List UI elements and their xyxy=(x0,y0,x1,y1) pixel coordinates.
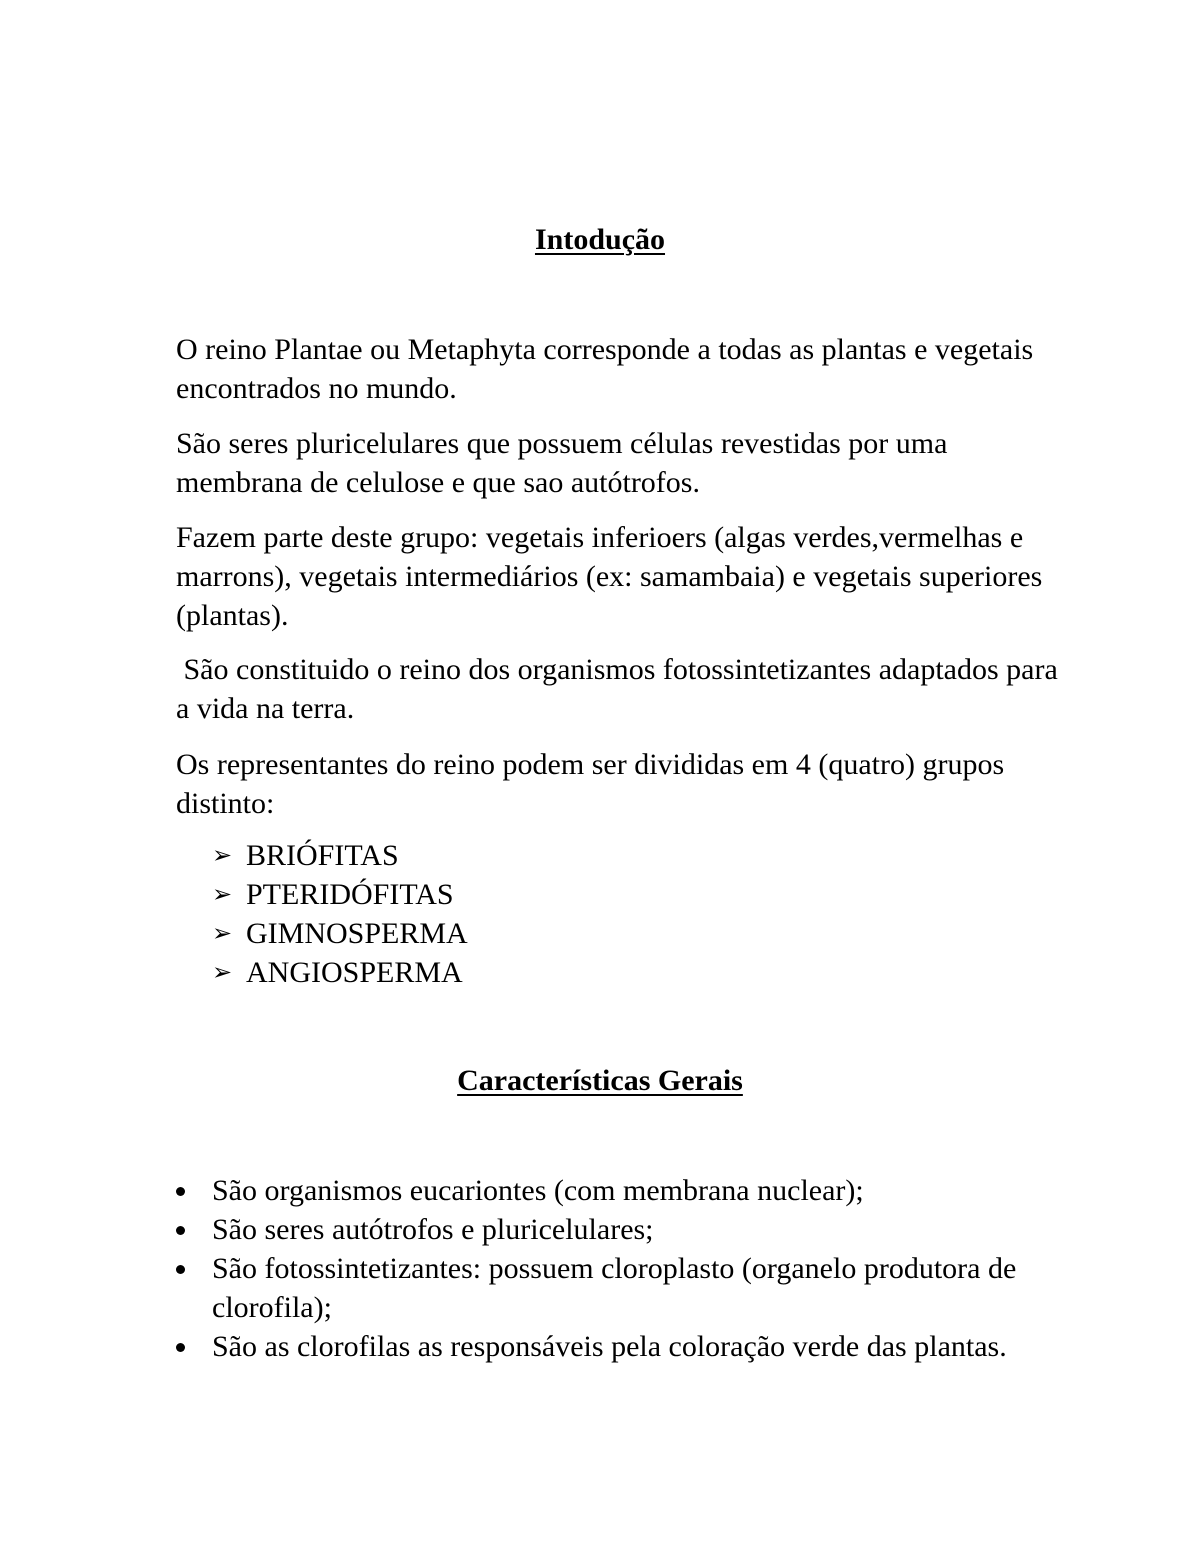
features-list xyxy=(176,1171,1076,1366)
list-item xyxy=(176,1210,1076,1249)
arrow-bullet-icon: ➢ xyxy=(212,958,233,986)
list-item xyxy=(176,1249,1076,1327)
paragraph-seres-pluricelulares: São seres pluricelulares que possuem células revestidas por uma membrana de celulose e que sao autótrofos. xyxy=(176,427,948,499)
paragraph-representantes: Os representantes do reino podem ser divididas em 4 (quatro) grupos distinto: xyxy=(176,748,1005,820)
heading-introducao: Intodução xyxy=(534,223,666,256)
group-label: ANGIOSPERMA xyxy=(246,956,463,989)
paragraph-fotossintetizantes: São constituido o reino dos organismos fotossintetizantes adaptados para a vida na terra. xyxy=(176,653,1066,725)
group-label: PTERIDÓFITAS xyxy=(246,878,454,911)
list-item xyxy=(212,875,468,914)
list-item xyxy=(212,953,468,992)
paragraph-grupo-vegetais: Fazem parte deste grupo: vegetais inferioers (algas verdes,vermelhas e marrons), vegetais intermediários (ex: samambaia) e vegetais superiores (plantas). xyxy=(176,521,1043,632)
feature-text: São fotossintetizantes: possuem cloroplasto (organelo produtora de clorofila); xyxy=(212,1252,1017,1324)
bullet-dot-icon xyxy=(176,1265,185,1274)
arrow-bullet-icon: ➢ xyxy=(212,841,233,869)
list-item xyxy=(176,1171,1076,1210)
arrow-bullet-icon: ➢ xyxy=(212,919,233,947)
paragraph-reino-plantae: O reino Plantae ou Metaphyta corresponde a todas as plantas e vegetais encontrados no mundo. xyxy=(176,333,1034,405)
feature-text: São organismos eucariontes (com membrana nuclear); xyxy=(212,1174,864,1207)
heading-caracteristicas-gerais: Características Gerais xyxy=(457,1064,743,1097)
arrow-bullet-icon: ➢ xyxy=(212,880,233,908)
list-item xyxy=(176,1327,1076,1366)
group-label: GIMNOSPERMA xyxy=(246,917,468,950)
list-item xyxy=(212,836,468,875)
feature-text: São as clorofilas as responsáveis pela coloração verde das plantas. xyxy=(212,1330,1007,1363)
list-item xyxy=(212,914,468,953)
groups-list xyxy=(212,836,468,992)
feature-text: São seres autótrofos e pluricelulares; xyxy=(212,1213,654,1246)
group-label: BRIÓFITAS xyxy=(246,839,399,872)
bullet-dot-icon xyxy=(176,1226,185,1235)
bullet-dot-icon xyxy=(176,1187,185,1196)
bullet-dot-icon xyxy=(176,1343,185,1352)
